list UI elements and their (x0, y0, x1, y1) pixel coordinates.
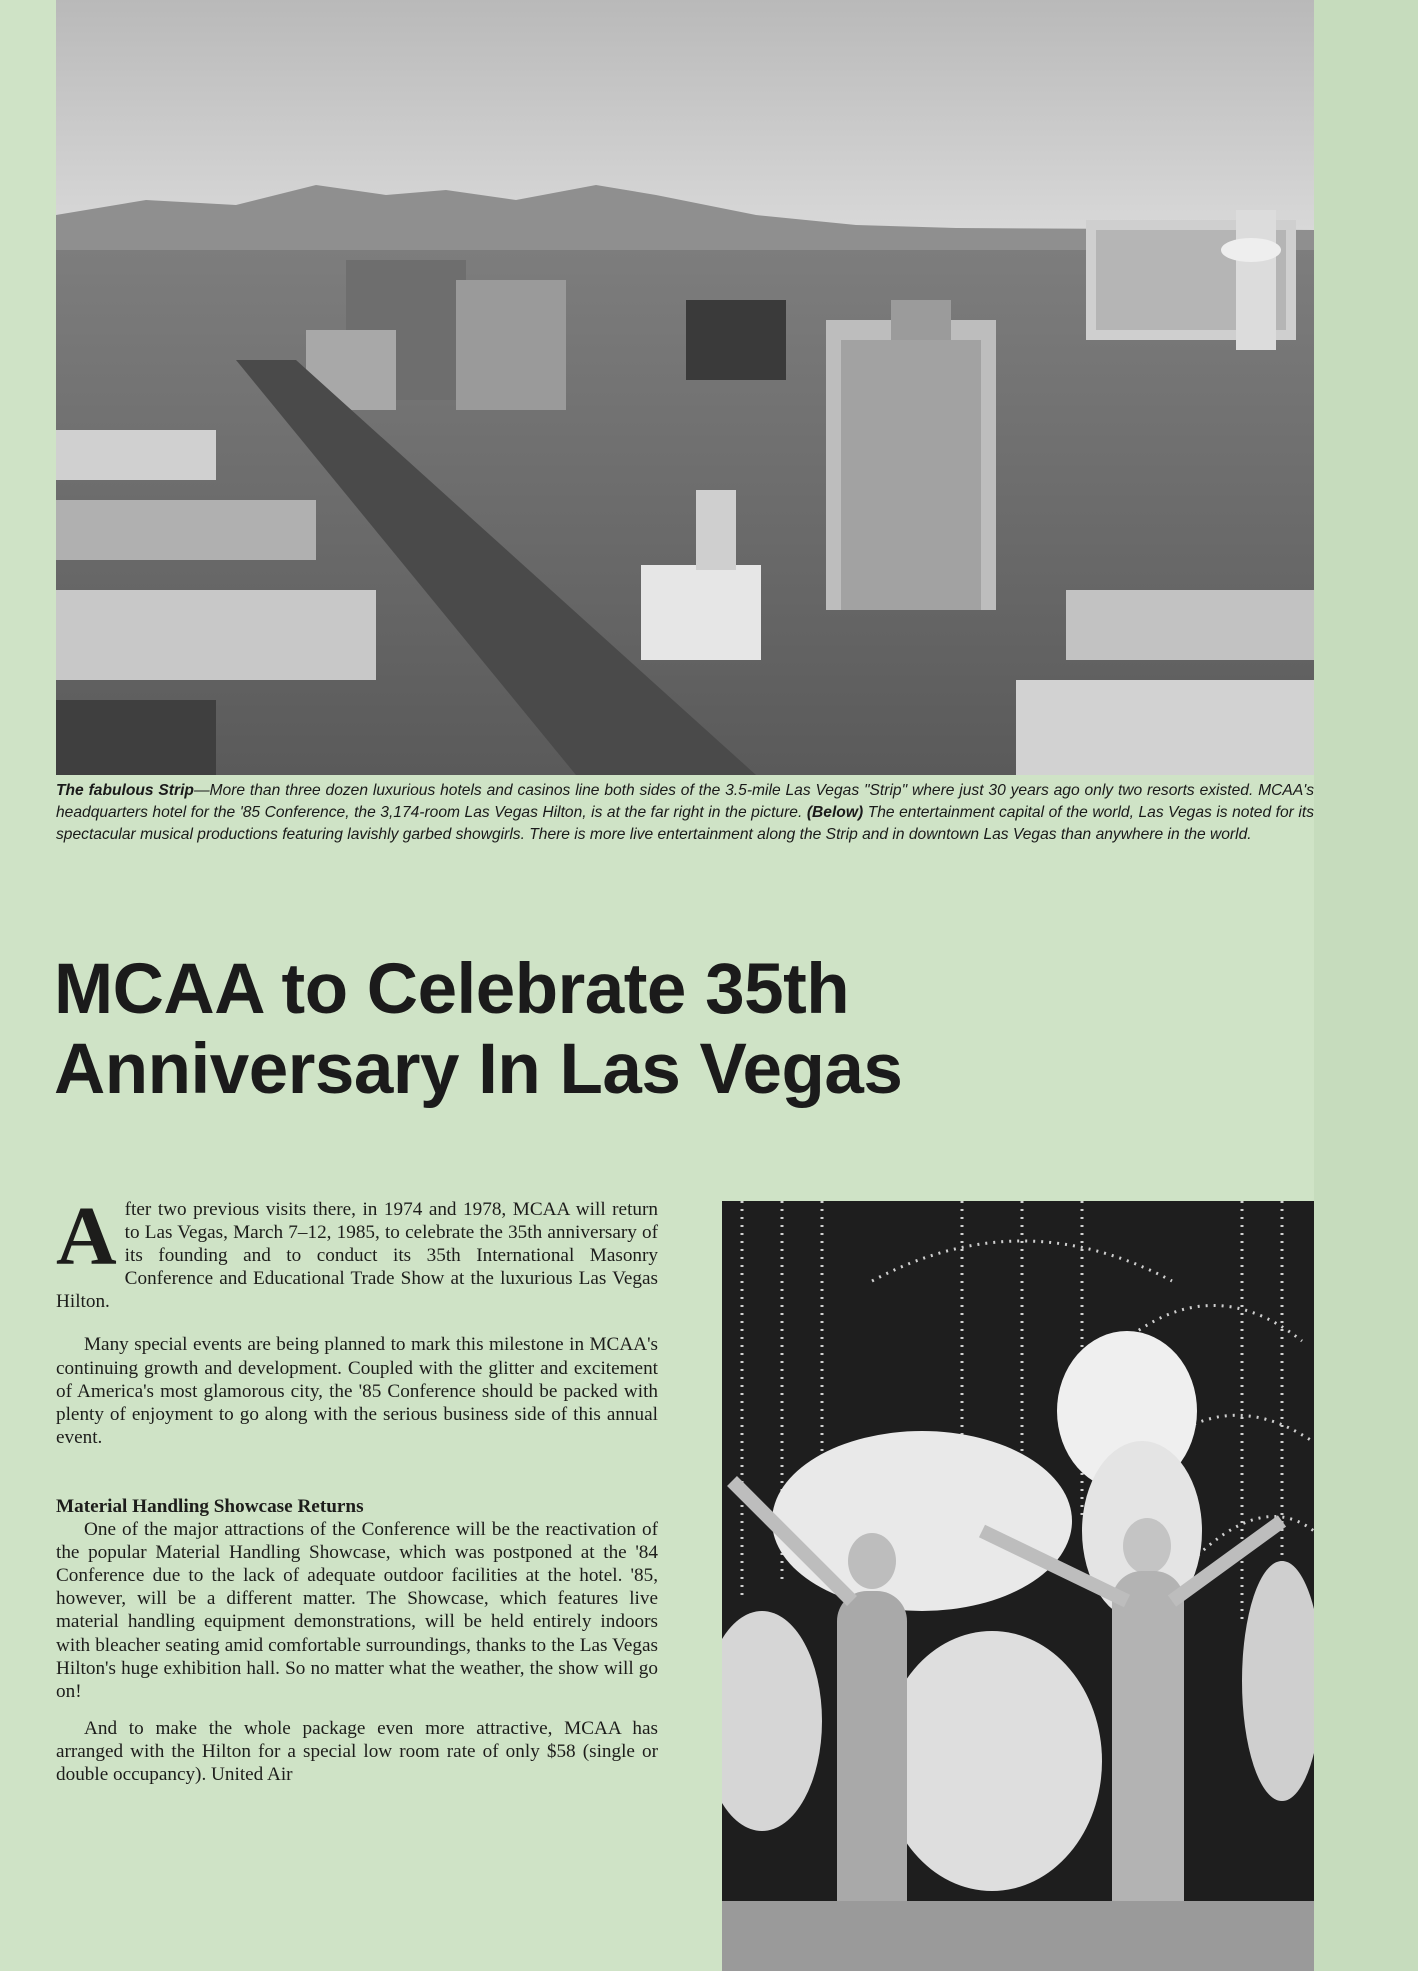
caption-lead: The fabulous Strip (56, 782, 194, 799)
section-subhead: Material Handling Showcase Returns (56, 1495, 364, 1517)
caption-text-2: The entertainment capital of the world, Las Vegas is noted for its spectacular musical productions featuring lavishly garbed showgirls. There is more live entertainment along the Strip and in downtown Las Vegas than anywhere in the world. (56, 804, 1315, 843)
article-body (56, 1190, 658, 1786)
paragraph-1 (56, 1190, 658, 1313)
showgirls-photo-illustration (722, 1201, 1314, 1971)
page-margin-strip (1314, 0, 1418, 1971)
drop-cap: A (56, 1190, 117, 1283)
caption-below-label: (Below) (806, 804, 864, 821)
photo-caption (56, 780, 1314, 846)
paragraph-1-text: fter two previous visits there, in 1974 and 1978, MCAA will return to Las Vegas, March 7–12, 1985, to celebrate the 35th anniversary of its founding and to conduct its 35th International Masonry Conference and Educational Trade Show at the luxurious Las Vegas Hilton. (56, 1199, 658, 1313)
caption-text-1: —More than three dozen luxurious hotels and casinos line both sides of the 3.5-mile Las Vegas "Strip" where just 30 years ago only two resorts existed. MCAA's headquarters hotel for the '85 Conference, the 3,174-room Las Vegas Hilton, is at the far right in the picture. (56, 782, 1314, 821)
paragraph-2: Many special events are being planned to mark this milestone in MCAA's continuing growth and development. Coupled with the glitter and excitement of America's most glamorous city, the '85 Conference should be packed with plenty of enjoyment to go along with the serious business side of this annual event. (56, 1334, 658, 1448)
headline-line-1: MCAA to Celebrate 35th (54, 950, 850, 1029)
paragraph-4: And to make the whole package even more attractive, MCAA has arranged with the Hilton for a special low room rate of only $58 (single or double occupancy). United Air (56, 1717, 658, 1785)
las-vegas-strip-photo (56, 0, 1314, 775)
article-headline (54, 950, 1054, 1110)
showgirls-photo (722, 1201, 1314, 1971)
headline-line-2: Anniversary In Las Vegas (54, 1030, 903, 1109)
strip-photo-illustration (56, 0, 1314, 775)
paragraph-3: One of the major attractions of the Conference will be the reactivation of the popular Material Handling Showcase, which was postponed at the '84 Conference due to the lack of adequate outdoor facilities at the hotel. '85, however, will be a different matter. The Showcase, which features live material handling equipment demonstrations, will be held entirely indoors with bleacher seating amid comfortable surroundings, thanks to the Las Vegas Hilton's huge exhibition hall. So no matter what the weather, the show will go on! (56, 1519, 658, 1702)
